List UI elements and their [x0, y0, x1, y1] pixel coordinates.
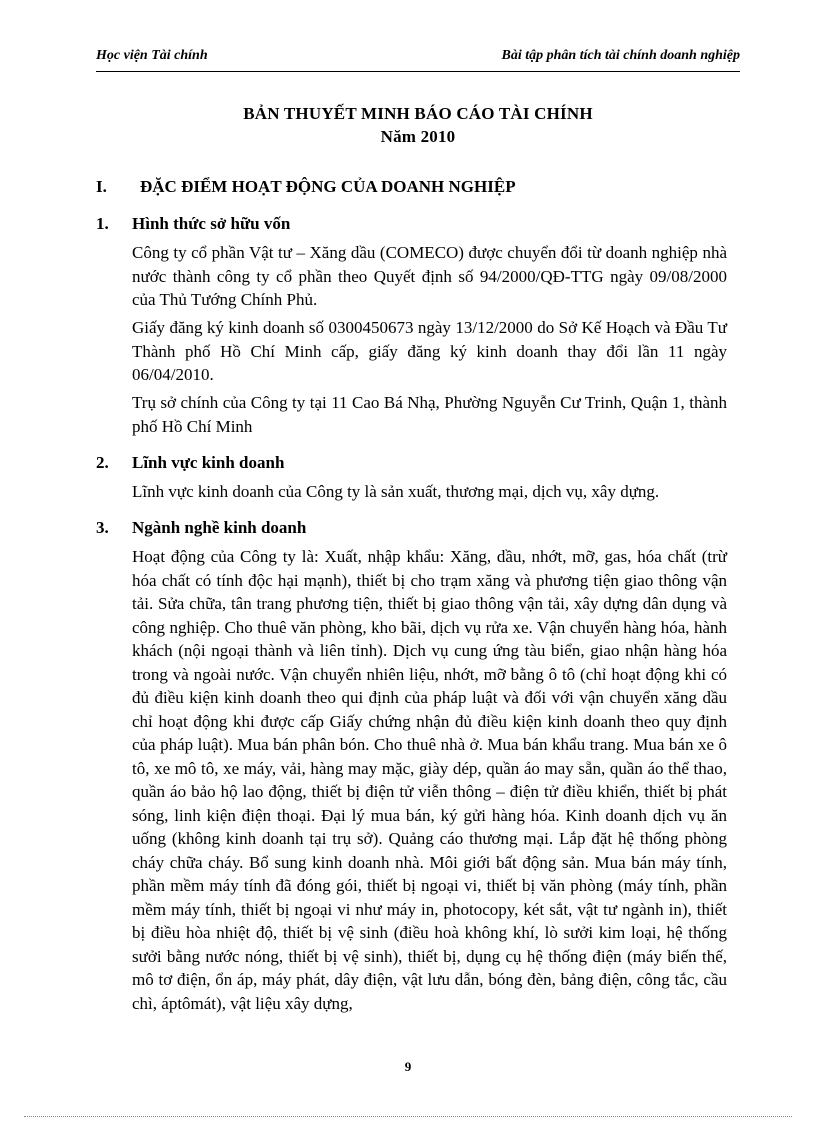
subsection-number: 1. — [96, 214, 109, 233]
section-number: I. — [96, 177, 107, 196]
subsection-title: Ngành nghề kinh doanh — [132, 518, 307, 537]
paragraph-business-license: Giấy đăng ký kinh doanh số 0300450673 ngày 13/12/2000 do Sở Kế Hoạch và Đầu Tư Thành phố Hồ Chí Minh cấp, giấy đăng ký kinh doanh thay đổi lần 11 ngày 06/04/2010. — [132, 318, 727, 384]
section-title: ĐẶC ĐIỂM HOẠT ĐỘNG CỦA DOANH NGHIỆP — [140, 177, 516, 196]
paragraph-business-activities: Hoạt động của Công ty là: Xuất, nhập khẩu: Xăng, dầu, nhớt, mỡ, gas, hóa chất (trừ hóa chất có tính độc hại mạnh), thiết bị cho trạm xăng và phương tiện giao thông vận tải. Sửa chữa, tân trang phương tiện, thiết bị giao thông vận tải, xây dựng dân dụng và công nghiệp. Cho thuê văn phòng, kho bãi, dịch vụ rửa xe. Vận chuyển hàng hóa, hành khách (nội ngoại thành và liên tỉnh). Dịch vụ cung ứng tàu biển, giao nhận hàng hóa trong và ngoài nước. Vận chuyển nhiên liệu, nhớt, mỡ bằng ô tô (chỉ hoạt động khi có đủ điều kiện kinh doanh theo qui định của pháp luật và đối với vận chuyển xăng dầu chỉ hoạt động khi được cấp Giấy chứng nhận đủ điều kiện kinh doanh theo quy định của pháp luật). Mua bán phân bón. Cho thuê nhà ở. Mua bán khẩu trang. Mua bán xe ô tô, xe mô tô, xe máy, vải, hàng may mặc, giày dép, quần áo may sẵn, quần áo thể thao, quần áo bảo hộ lao động, thiết bị điện tử viễn thông – điện tử điều khiển, thiết bị phát sóng, linh kiện điện thoại. Đại lý mua bán, ký gửi hàng hóa. Kinh doanh dịch vụ ăn uống (không kinh doanh tại trụ sở). Quảng cáo thương mại. Lắp đặt hệ thống phòng cháy chữa cháy. Bổ sung kinh doanh nhà. Môi giới bất động sản. Mua bán máy tính, phần mềm máy tính đã đóng gói, thiết bị ngoại vi, thiết bị văn phòng (máy tính, phần mềm máy tính, thiết bị ngoại vi như máy in, photocopy, két sắt, vật tư ngành in), thiết bị điều hòa nhiệt độ, thiết bị vệ sinh (điều hoà không khí, lò sưởi kim loại, hệ thống sưởi bằng nước nóng, thiết bị vệ sinh), thiết bị, dụng cụ hệ thống điện (máy biến thế, mô tơ điện, ổn áp, máy phát, dây điện, vật lưu dẫn, bóng đèn, bảng điện, công tắc, cầu chì, áptômát), vật liệu xây dựng, — [132, 547, 727, 1013]
page-bottom-divider — [24, 1116, 792, 1117]
subsection-number: 3. — [96, 518, 109, 537]
document-year: Năm 2010 — [380, 127, 456, 146]
paragraph-business-field: Lĩnh vực kinh doanh của Công ty là sản xuất, thương mại, dịch vụ, xây dựng. — [132, 482, 660, 501]
document-title: BẢN THUYẾT MINH BÁO CÁO TÀI CHÍNH — [243, 104, 593, 123]
paragraph-headquarters: Trụ sở chính của Công ty tại 11 Cao Bá Nhạ, Phường Nguyễn Cư Trinh, Quận 1, thành phố Hồ Chí Minh — [132, 393, 727, 436]
subsection-title: Lĩnh vực kinh doanh — [132, 453, 285, 472]
header-course-title: Bài tập phân tích tài chính doanh nghiệp — [501, 48, 740, 63]
subsection-title: Hình thức sở hữu vốn — [132, 214, 291, 233]
header-institution: Học viện Tài chính — [96, 48, 208, 63]
header-divider — [96, 71, 740, 72]
page-header — [96, 48, 740, 70]
page-number: 9 — [404, 1059, 412, 1074]
paragraph-conversion: Công ty cổ phần Vật tư – Xăng dầu (COMECO) được chuyển đổi từ doanh nghiệp nhà nước thành công ty cổ phần theo Quyết định số 94/2000/QĐ-TTG ngày 09/08/2000 của Thủ Tướng Chính Phủ. — [132, 243, 727, 309]
subsection-number: 2. — [96, 453, 109, 472]
